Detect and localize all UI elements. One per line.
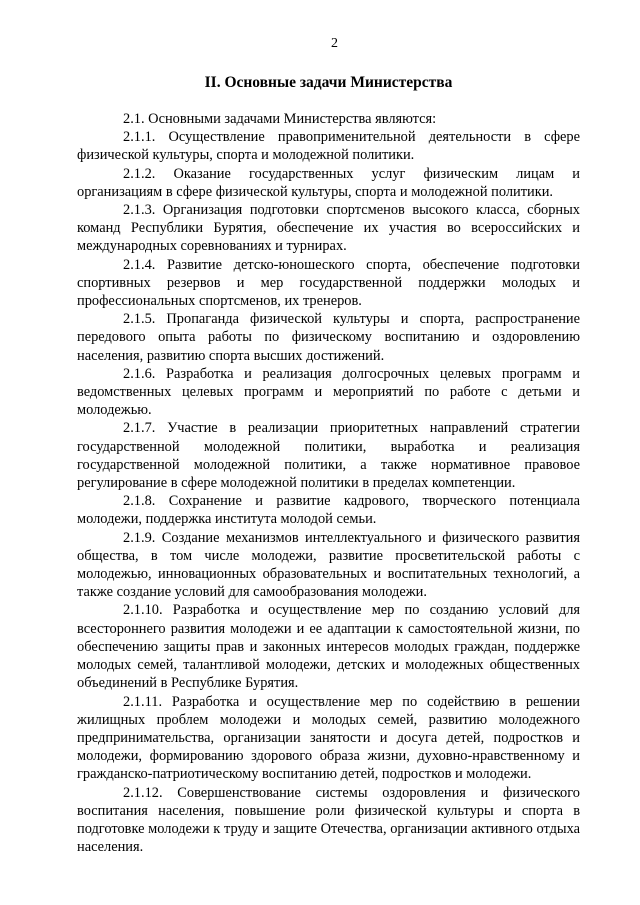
paragraph-2-1: 2.1. Основными задачами Министерства являются: — [123, 111, 437, 127]
paragraph-2-1-12: 2.1.12. Совершенствование системы оздоровления и физического воспитания населения, повышение роли физической культуры и спорта в подготовке молодежи к труду и защите Отечества, организации активного отдыха населения. — [77, 784, 580, 856]
section-heading: II. Основные задачи Министерства — [204, 74, 453, 91]
paragraph-2-1-10: 2.1.10. Разработка и осуществление мер по созданию условий для всестороннего развития молодежи и ее адаптации к самостоятельной жизни, по обеспечению защиты прав и законных интересов молодых граждан, поддержке молодых семей, талантливой молодежи, детских и молодежных общественных объединений в Республике Бурятия. — [77, 602, 580, 692]
paragraph-2-1-8: 2.1.8. Сохранение и развитие кадрового, творческого потенциала молодежи, поддержка института молодой семьи. — [77, 493, 580, 528]
paragraph-2-1-6: 2.1.6. Разработка и реализация долгосрочных целевых программ и ведомственных целевых программ и мероприятий по работе с детьми и молодежью. — [77, 365, 580, 419]
page-number: 2 — [331, 36, 338, 51]
paragraph-list — [77, 110, 580, 856]
paragraph-2-1-1: 2.1.1. Осуществление правоприменительной деятельности в сфере физической культуры, спорта и молодежной политики. — [77, 129, 580, 164]
paragraph-2-1-4: 2.1.4. Развитие детско-юношеского спорта, обеспечение подготовки спортивных резервов и мер государственной поддержки молодых и профессиональных спортсменов, их тренеров. — [77, 256, 580, 310]
paragraph-2-1-3: 2.1.3. Организация подготовки спортсменов высокого класса, сборных команд Республики Бурятия, обеспечение их участия во всероссийских и международных соревнованиях и турнирах. — [77, 202, 580, 255]
paragraph-2-1-5: 2.1.5. Пропаганда физической культуры и спорта, распространение передового опыта работы по физическому воспитанию и оздоровлению населения, развитию спорта высших достижений. — [77, 311, 580, 364]
paragraph-2-1-2: 2.1.2. Оказание государственных услуг физическим лицам и организациям в сфере физической культуры, спорта и молодежной политики. — [77, 165, 580, 200]
paragraph-2-1-11: 2.1.11. Разработка и осуществление мер по содействию в решении жилищных проблем молодежи и молодых семей, развитию молодежного предпринимательства, организации занятости и досуга детей, подростков и молодежи, формированию здорового образа жизни, духовно-нравственному и гражданско-патриотическому воспитанию детей, подростков и молодежи. — [77, 693, 580, 783]
paragraph-2-1-9: 2.1.9. Создание механизмов интеллектуального и физического развития общества, в том числе молодежи, развитие просветительской работы с молодежью, инновационных образовательных и воспитательных технологий, а также создание условий для самообразования молодежи. — [77, 529, 580, 601]
paragraph-2-1-7: 2.1.7. Участие в реализации приоритетных направлений стратегии государственной молодежной политики, выработка и реализация государственной молодежной политики, а также нормативное правовое регулирование в сфере молодежной политики в пределах компетенции. — [77, 420, 580, 492]
